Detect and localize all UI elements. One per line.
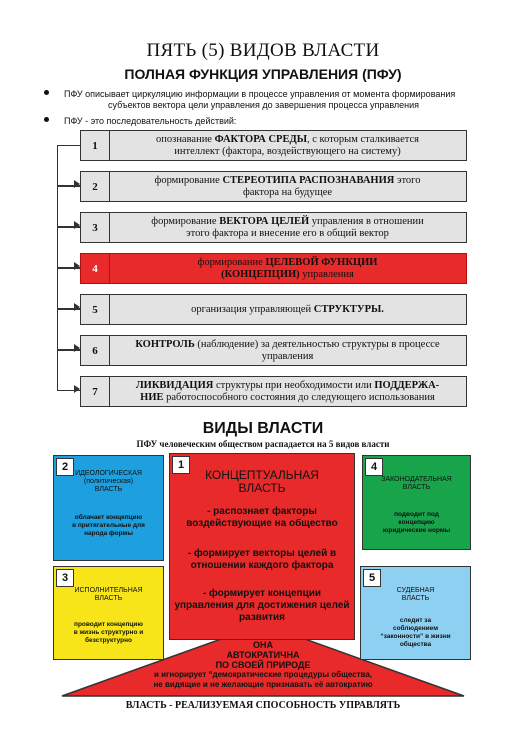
- bullet-icon: [44, 90, 49, 95]
- page-title: ПЯТЬ (5) ВИДОВ ВЛАСТИ: [146, 40, 380, 61]
- judicial-power-box: 5 СУДЕБНАЯ ВЛАСТЬ следит за соблюдением “законности” в жизни общества: [360, 566, 471, 660]
- base-text: ОНА АВТОКРАТИЧНА ПО СВОЕЙ ПРИРОДЕ и игнорирует “демократические процедуры общества, не видящие и не желающие признавать её автократию: [153, 640, 373, 689]
- page-subtitle: ПОЛНАЯ ФУНКЦИЯ УПРАВЛЕНИЯ (ПФУ): [124, 66, 402, 82]
- executive-power-box: 3 ИСПОЛНИТЕЛЬНАЯ ВЛАСТЬ проводит концепцию в жизнь структурно и безструктурно: [53, 566, 164, 660]
- step-1: 1 опознавание ФАКТОРА СРЕДЫ, с которым сталкивается интеллект (фактора, воздействующего на систему): [80, 130, 467, 161]
- conceptual-power-box: 1 КОНЦЕПТУАЛЬНАЯ ВЛАСТЬ - распознает факторы воздействующие на общество - формирует векторы целей в отношении каждого фактора - формирует концепции управления для достижения целей развития: [169, 453, 355, 640]
- section-subtitle: ПФУ человеческим обществом распадается на 5 видов власти: [136, 439, 390, 449]
- step-7: 7 ЛИКВИДАЦИЯ структуры при необходимости или ПОДДЕРЖА- НИЕ работоспособного состояния до следующего использования: [80, 376, 467, 407]
- footer-caption: ВЛАСТЬ - РЕАЛИЗУЕМАЯ СПОСОБНОСТЬ УПРАВЛЯТЬ: [125, 700, 401, 711]
- step-5: 5 организация управляющей СТРУКТУРЫ.: [80, 294, 467, 325]
- step-2: 2 формирование СТЕРЕОТИПА РАСПОЗНАВАНИЯ этого фактора на будущее: [80, 171, 467, 202]
- step-4: 4 формирование ЦЕЛЕВОЙ ФУНКЦИИ (КОНЦЕПЦИИ) управления: [80, 253, 467, 284]
- ideological-power-box: 2 ИДЕОЛОГИЧЕСКАЯ (политическая) ВЛАСТЬ облачает концепцию в притягательные для народа формы: [53, 455, 164, 561]
- step-3: 3 формирование ВЕКТОРА ЦЕЛЕЙ управления в отношении этого фактора и внесение его в общий вектор: [80, 212, 467, 243]
- section-title: ВИДЫ ВЛАСТИ: [202, 420, 324, 437]
- legislative-power-box: 4 ЗАКОНОДАТЕЛЬНАЯ ВЛАСТЬ подводит под концепцию юридические нормы: [362, 455, 471, 550]
- step-6: 6 КОНТРОЛЬ (наблюдение) за деятельностью структуры в процессе управления: [80, 335, 467, 366]
- bullet-icon: [44, 117, 49, 122]
